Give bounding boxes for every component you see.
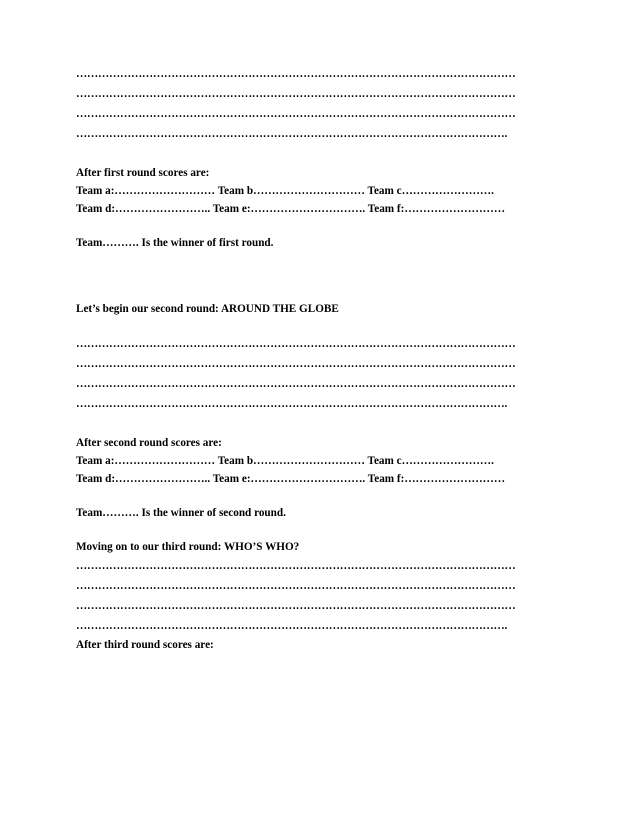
answer-line[interactable]: ………………………………………………………………………………………………………… [76,88,516,100]
answer-line[interactable]: ………………………………………………………………………………………………………. [76,398,508,410]
second-round-scores-row-abc[interactable]: Team a:……………………… Team b………………………… Team c……………………. [76,455,494,467]
answer-line[interactable]: ………………………………………………………………………………………………………… [76,338,516,350]
answer-line[interactable]: ………………………………………………………………………………………………………. [76,128,508,140]
worksheet-page [76,64,568,654]
second-round-scores-heading: After second round scores are: [76,437,222,449]
third-round-scores-heading: After third round scores are: [76,639,214,651]
answer-line[interactable]: ………………………………………………………………………………………………………… [76,580,516,592]
answer-line[interactable]: ………………………………………………………………………………………………………… [76,600,516,612]
answer-line[interactable]: ………………………………………………………………………………………………………… [76,68,516,80]
second-round-heading: Let’s begin our second round: AROUND THE GLOBE [76,303,339,315]
answer-line[interactable]: ………………………………………………………………………………………………………… [76,560,516,572]
first-round-winner[interactable]: Team………. Is the winner of first round. [76,237,274,249]
second-round-winner[interactable]: Team………. Is the winner of second round. [76,507,286,519]
answer-line[interactable]: ………………………………………………………………………………………………………… [76,378,516,390]
answer-line[interactable]: ………………………………………………………………………………………………………. [76,620,508,632]
first-round-scores-heading: After first round scores are: [76,167,210,179]
answer-line[interactable]: ………………………………………………………………………………………………………… [76,358,516,370]
answer-line[interactable]: ………………………………………………………………………………………………………… [76,108,516,120]
second-round-scores-row-def[interactable]: Team d:…………………….. Team e:…………………………. Team f:……………………… [76,473,506,485]
third-round-heading: Moving on to our third round: WHO’S WHO? [76,541,300,553]
first-round-scores-row-abc[interactable]: Team a:……………………… Team b………………………… Team c……………………. [76,185,494,197]
first-round-scores-row-def[interactable]: Team d:…………………….. Team e:…………………………. Team f:……………………… [76,203,506,215]
